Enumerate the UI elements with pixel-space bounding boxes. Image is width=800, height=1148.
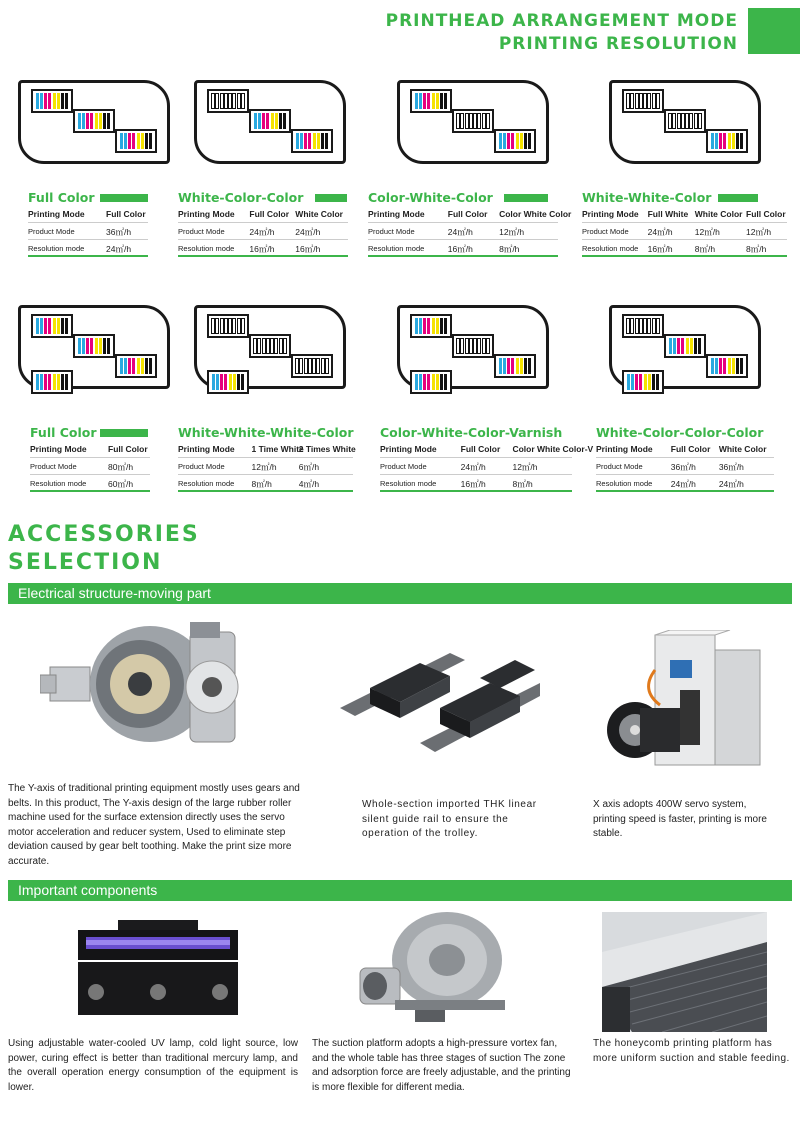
header-line2: PRINTING RESOLUTION [498, 34, 738, 54]
color-printhead [664, 334, 706, 358]
color-printhead [207, 370, 249, 394]
mode-title-bar [315, 194, 347, 202]
table-cell: Printing Mode [28, 209, 85, 219]
table-cell: 1 Time White [251, 444, 304, 454]
printhead-diagram-2 [194, 80, 346, 164]
table-cell: 24㎡/h [718, 479, 744, 489]
color-printhead [622, 370, 664, 394]
table-cell: 6㎡/h [298, 462, 320, 472]
table-cell: 24㎡/h [447, 227, 473, 237]
white-printhead [664, 109, 706, 133]
table-cell: Printing Mode [178, 209, 235, 219]
mode-table [30, 441, 150, 501]
table-cell: 16㎡/h [647, 244, 673, 254]
mode-table [178, 441, 356, 501]
table-cell: Resolution mode [596, 479, 653, 488]
table-cell: Resolution mode [30, 479, 87, 488]
desc-vortex-fan: The suction platform adopts a high-pressure vortex fan, and the whole table has three stages of suction The zone and adsorption force are freely adjustable, and the printing is more flexible for different media. [312, 1038, 571, 1093]
mode-title: Full Color [30, 425, 97, 440]
mode-title: Color-White-Color [368, 190, 493, 205]
table-cell: 2 Times White [298, 444, 356, 454]
table-row [380, 458, 572, 475]
table-row [596, 441, 774, 458]
table-cell: Full Color [460, 444, 501, 454]
accessories-title-line2: SELECTION [8, 550, 163, 575]
uv-lamp-image [78, 920, 238, 1015]
mode-title: White-Color-Color [178, 190, 304, 205]
table-cell: Resolution mode [28, 244, 85, 253]
table-cell: Product Mode [28, 227, 75, 236]
white-printhead [207, 89, 249, 113]
table-row [582, 240, 787, 257]
table-cell: 8㎡/h [746, 244, 767, 254]
table-cell: 24㎡/h [460, 462, 486, 472]
honeycomb-platform-image [602, 912, 767, 1032]
table-cell: 12㎡/h [512, 462, 538, 472]
table-cell: Printing Mode [30, 444, 87, 454]
color-printhead [31, 89, 73, 113]
table-row [368, 206, 572, 223]
color-printhead [410, 370, 452, 394]
table-row [30, 475, 150, 492]
table-cell: Product Mode [582, 227, 629, 236]
mode-title: Color-White-Color-Varnish [380, 425, 563, 440]
table-row [178, 240, 348, 257]
table-cell: 12㎡/h [499, 227, 525, 237]
table-cell: Full White [647, 209, 689, 219]
table-cell: Resolution mode [380, 479, 437, 488]
table-row [28, 223, 148, 240]
header-accent-box [748, 8, 800, 54]
table-cell: Full Color [106, 209, 146, 219]
table-cell: 16㎡/h [295, 244, 321, 254]
mode-table [380, 441, 594, 501]
table-row [178, 206, 348, 223]
table-cell: Product Mode [178, 462, 225, 471]
table-cell: 24㎡/h [295, 227, 321, 237]
table-row [368, 223, 558, 240]
table-cell: 36㎡/h [718, 462, 744, 472]
mode-table [178, 206, 348, 266]
table-cell: Resolution mode [178, 244, 235, 253]
mode-title: White-White-White-Color [178, 425, 354, 440]
table-cell: Printing Mode [596, 444, 653, 454]
table-cell: 16㎡/h [249, 244, 275, 254]
table-cell: White Color [295, 209, 343, 219]
table-cell: 60㎡/h [108, 479, 134, 489]
table-row [30, 441, 150, 458]
table-row [178, 475, 353, 492]
table-row [368, 240, 558, 257]
table-cell: Printing Mode [178, 444, 235, 454]
table-cell: Full Color [670, 444, 711, 454]
color-printhead [706, 129, 748, 153]
table-cell: 80㎡/h [108, 462, 134, 472]
mode-title-bar [100, 194, 148, 202]
color-printhead [73, 109, 115, 133]
table-cell: 12㎡/h [251, 462, 277, 472]
printhead-diagram-1 [18, 305, 170, 389]
table-cell: Resolution mode [582, 244, 639, 253]
table-cell: 12㎡/h [694, 227, 720, 237]
table-cell: 12㎡/h [746, 227, 772, 237]
table-cell: Full Color [746, 209, 786, 219]
mode-title: White-Color-Color-Color [596, 425, 764, 440]
section-bar-electrical: Electrical structure-moving part [8, 583, 792, 604]
linear-guide-rail-image [340, 648, 540, 758]
table-cell: 8㎡/h [694, 244, 716, 254]
table-cell: Full Color [249, 209, 290, 219]
mode-table [368, 206, 572, 266]
table-cell: Resolution mode [368, 244, 425, 253]
servo-system-image [600, 630, 770, 770]
color-printhead [410, 314, 452, 338]
table-cell: Product Mode [380, 462, 427, 471]
table-cell: 24㎡/h [106, 244, 132, 254]
desc-reducer: The Y-axis of traditional printing equipment mostly uses gears and belts. In this product, The Y-axis design of the large rubber roller machine used for the surface extension directly uses the servo motor acceleration and reducer system, Used to eliminate step deviation caused by gear belt toothing. Make the print size more accurate. [8, 783, 300, 867]
table-row [178, 223, 348, 240]
vortex-fan-image [355, 910, 515, 1028]
white-printhead [207, 314, 249, 338]
table-cell: 36㎡/h [670, 462, 696, 472]
color-printhead [494, 129, 536, 153]
page-header [386, 10, 738, 56]
white-printhead [452, 334, 494, 358]
accessories-title [8, 521, 200, 577]
table-cell: White Color [694, 209, 743, 219]
table-row [596, 458, 774, 475]
header-line1: PRINTHEAD ARRANGEMENT MODE [385, 11, 738, 31]
color-printhead [494, 354, 536, 378]
mode-title-bar [504, 194, 548, 202]
table-row [582, 223, 787, 240]
table-cell: Full Color [108, 444, 148, 454]
table-row [30, 458, 150, 475]
table-cell: Printing Mode [582, 209, 639, 219]
table-cell: 24㎡/h [647, 227, 673, 237]
desc-honeycomb: The honeycomb printing platform has more uniform suction and stable feeding. [593, 1038, 790, 1064]
section-bar-components: Important components [8, 880, 792, 901]
table-cell: Product Mode [178, 227, 225, 236]
printhead-diagram-3 [397, 305, 549, 389]
table-cell: Product Mode [596, 462, 643, 471]
accessories-title-line1: ACCESSORIES [8, 522, 200, 547]
desc-uv-lamp: Using adjustable water-cooled UV lamp, cold light source, low power, curing effect is better than traditional mercury lamp, and the overall operation energy consumption of the equipment is lower. [8, 1038, 298, 1093]
table-row [380, 441, 594, 458]
color-printhead [73, 334, 115, 358]
table-row [28, 206, 148, 223]
printhead-diagram-3 [397, 80, 549, 164]
table-cell: 4㎡/h [298, 479, 320, 489]
table-cell: 24㎡/h [249, 227, 275, 237]
table-cell: Resolution mode [178, 479, 235, 488]
table-row [596, 475, 774, 492]
color-printhead [115, 129, 157, 153]
table-cell: White Color [718, 444, 767, 454]
printhead-diagram-2 [194, 305, 346, 389]
table-cell: Printing Mode [380, 444, 437, 454]
table-row [178, 458, 353, 475]
table-cell: 16㎡/h [460, 479, 486, 489]
table-cell: 16㎡/h [447, 244, 473, 254]
printhead-diagram-4 [609, 305, 761, 389]
table-cell: Printing Mode [368, 209, 425, 219]
white-printhead [249, 334, 291, 358]
white-printhead [622, 89, 664, 113]
table-row [380, 475, 572, 492]
table-cell: Color White Color [499, 209, 572, 219]
mode-title: Full Color [28, 190, 95, 205]
mode-title-bar [718, 194, 758, 202]
table-cell: 24㎡/h [670, 479, 696, 489]
white-printhead [291, 354, 333, 378]
table-cell: 8㎡/h [251, 479, 272, 489]
desc-servo: X axis adopts 400W servo system, printing speed is faster, printing is more stable. [593, 799, 767, 839]
color-printhead [249, 109, 291, 133]
desc-guide-rail: Whole-section imported THK linear silent guide rail to ensure the operation of the trolley. [362, 799, 537, 839]
table-cell: 8㎡/h [512, 479, 533, 489]
printhead-diagram-1 [18, 80, 170, 164]
table-cell: 36㎡/h [106, 227, 132, 237]
table-cell: Product Mode [30, 462, 77, 471]
table-row [28, 240, 148, 257]
table-cell: Product Mode [368, 227, 415, 236]
mode-title-bar [100, 429, 148, 437]
color-printhead [31, 370, 73, 394]
table-cell: Full Color [447, 209, 488, 219]
white-printhead [622, 314, 664, 338]
table-cell: Color White Color-V [512, 444, 594, 454]
mode-table [582, 206, 787, 266]
table-cell: 8㎡/h [499, 244, 520, 254]
white-printhead [452, 109, 494, 133]
table-row [582, 206, 787, 223]
reducer-gear-image [40, 612, 240, 762]
mode-table [596, 441, 774, 501]
color-printhead [115, 354, 157, 378]
mode-table [28, 206, 148, 266]
color-printhead [291, 129, 333, 153]
color-printhead [410, 89, 452, 113]
color-printhead [706, 354, 748, 378]
mode-title: White-White-Color [582, 190, 712, 205]
color-printhead [31, 314, 73, 338]
table-row [178, 441, 356, 458]
printhead-diagram-4 [609, 80, 761, 164]
